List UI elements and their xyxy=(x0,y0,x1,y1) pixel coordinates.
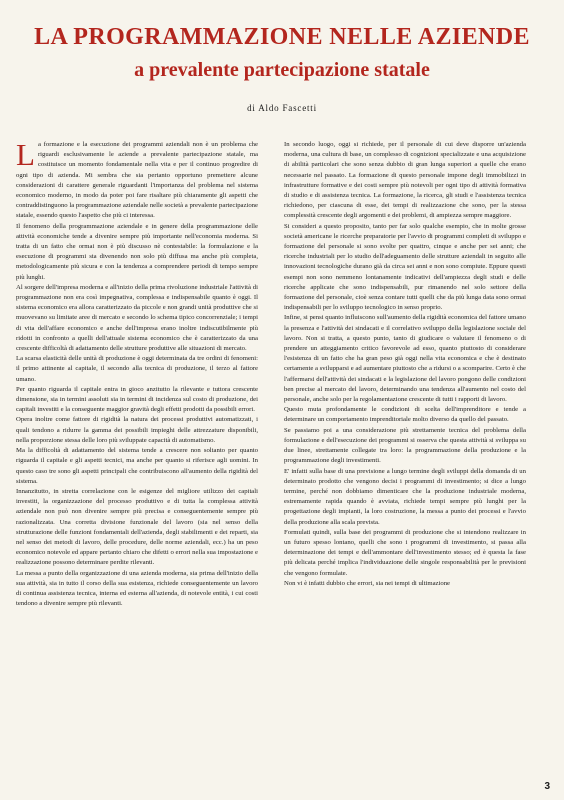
drop-cap: L xyxy=(16,140,35,172)
paragraph: Il fenomeno della programmazione aziendale e in genere della programmazione delle attività economiche tende a divenire sempre più importante nell'economia moderna. Si tratta di un fatto che ormai non è più discusso nè contestabile: la formulazione e la esecuzione di programmi sta divenendo non solo più diffusa ma anche più completa, metodologicamente più sicura e con la tendenza a comprendere periodi di tempo sempre più lunghi. xyxy=(16,222,258,281)
paragraph: Per quanto riguarda il capitale entra in gioco anzitutto la rilevante e tuttora crescente dimensione, sia in termini assoluti sia in termini di incidenza sul costo di produzione, dei capitali investiti e la conseguente maggior gravità degli effetti prodotti da possibili errori. xyxy=(16,385,258,414)
right-text-column xyxy=(284,140,526,776)
article-title: LA PROGRAMMAZIONE NELLE AZIENDE xyxy=(34,24,530,50)
paragraph: La scarsa elasticità delle unità di produzione è oggi determinata da tre ordini di fenomeni: il primo attinente al capitale, il secondo alla tecnica di produzione, il terzo al fattore umano. xyxy=(16,355,258,383)
page-number: 3 xyxy=(544,781,550,792)
paragraph: Se passiamo poi a una considerazione più strettamente tecnica del problema della formulazione e dell'esecuzione dei programmi si osserva che questa attività si sviluppa su due linee, strettamente collegate tra loro: la programmazione della produzione e la programmazione degli investimenti. xyxy=(284,426,526,465)
left-text-column xyxy=(16,140,258,776)
article-subtitle: a prevalente partecipazione statale xyxy=(134,59,430,81)
paragraph: E' infatti sulla base di una previsione a lungo termine degli sviluppi della domanda di un determinato prodotto che vengono decisi i programmi di investimento; si dice a lungo termine, perché non dobbiamo dimenticare che la produzione industriale moderna, estremamente rapida quando è avviata, richiede tempi sempre più lunghi per la progettazione degli impianti, la loro costruzione, la messa a punto dei processi e l'avvio della produzione alla scala prevista. xyxy=(284,467,526,526)
paragraph: La messa a punto della organizzazione di una azienda moderna, sia prima dell'inizio della sua attività, sia in tutto il corso della sua esistenza, richiede conseguentemente un lavoro di continua assistenza tecnica, interna ed esterna all'azienda, di notevole entità, i cui costi tendono a divenire sempre più rilevanti. xyxy=(16,569,258,608)
paragraph: Si consideri a questo proposito, tanto per far solo qualche esempio, che in molte grosse società americane le ricerche preparatorie per l'avvio di programmi completi di sviluppo e formazione del personale si sono svolte per quattro, cinque e anche per sei anni; che ricerche industriali per lo studio dell'adeguamento delle strutture aziendali in seguito alle innovazioni tecnologiche durano già da circa sei anni e non sono compiute. Eppure questi esempi non sono nemmeno lontanamente indicativi dell'ampiezza degli studi e delle ricerche applicate che sono indispensabili, pur rimanendo nel solo settore della formazione del personale, cioè senza contare tutti quelli che da più lunga data sono ormai indispensabili per lo sviluppo tecnologico in senso proprio. xyxy=(284,222,526,312)
paragraph: In secondo luogo, oggi si richiede, per il personale di cui deve disporre un'azienda moderna, una cultura di base, un complesso di cognizioni specializzate e una acquisizione di abilità particolari che sono senza dubbio di gran lunga superiori a quelle che erano necessarie nel passato. La formazione di questo personale impone degli immobilizzi in infrastrutture formative e dei costi sempre più notevoli per ogni tipo di attività formativa di studio e di assistenza tecnica. La formazione, la ricerca, gli studi e l'assistenza tecnica richiedono, per ciascuna di esse, dei tempi di realizzazione che sono, per la stessa complessità crescente degli argomenti e dei problemi, di ampiezza sempre maggiore. xyxy=(284,141,526,220)
paragraph: a formazione e la esecuzione dei programmi aziendali non è un problema che riguardi esclusivamente le aziende a prevalente partecipazione statale, ma costituisce un momento fondamentale nella vita e per il continuo progredire di ogni tipo di azienda. Mi sembra che sia pertanto opportuno premettere alcune considerazioni di carattere generale riguardanti l'importanza del problema nel sistema economico moderno, in modo da poter poi fare risaltare più chiaramente gli aspetti che contraddistinguono la programmazione aziendale nelle società a prevalente partecipazione statale, essendo questo l'aspetto che più ci interessa. xyxy=(16,141,258,220)
paragraph: Innanzitutto, in stretta correlazione con le esigenze del migliore utilizzo dei capitali investiti, la organizzazione del processo produttivo e di tutta la complessa attività aziendale non può non divenire sempre più precisa e conseguentemente sempre più razionalizzata. Una corretta divisione funzionale del lavoro (sia nel senso della strutturazione delle funzioni fondamentali dell'azienda, degli stabilimenti e dei reparti, sia nel senso dei metodi di lavoro, delle procedure, delle norme aziendali, ecc.) ha un peso economico notevole ed appare pertanto chiaro che difetti o errori nella sua impostazione e realizzazione possono determinare perdite rilevanti. xyxy=(16,487,258,567)
paragraph: Non vi è infatti dubbio che errori, sia nei tempi di ultimazione xyxy=(284,579,451,587)
article-author: di Aldo Fascetti xyxy=(247,103,317,113)
paragraph: Questo muta profondamente le condizioni di scelta dell'imprenditore e tende a determinare un comportamento imprenditoriale molto diverso da quello del passato. xyxy=(284,406,526,424)
paragraph: Infine, si pensi quanto influiscono sull'aumento della rigidità economica del fattore umano la presenza e l'attività dei sindacati e il correlativo sviluppo della legislazione sociale del lavoro. Non si tratta, a questo punto, tanto di giudicare o valutare il fenomeno o di prendere un atteggiamento critico favorevole ad esso, quanto piuttosto di considerare l'esistenza di un fatto che ha gran peso già oggi nella vita economica e che è destinato certamente a svilupparsi e ad aumentare piuttosto che a ridursi o a scomparire. Certo è che l'affermarsi dell'attività dei sindacati e la legislazione del lavoro pongono delle condizioni ben precise al mercato del lavoro, determinando una tendenza all'aumento nel costo del personale, anche solo per la regolamentazione crescente di tutti i rapporti di lavoro. xyxy=(284,314,526,404)
paragraph: Ma la difficoltà di adattamento del sistema tende a crescere non soltanto per quanto riguarda il capitale e gli aspetti tecnici, ma anche per quanto si riferisce agli uomini. In questo caso tre sono gli aspetti principali che contribuiscono all'aumento della rigidità del sistema. xyxy=(16,447,258,485)
paragraph: Opera inoltre come fattore di rigidità la natura dei processi produttivi automatizzati, i quali tendono a ridurre la gamma dei possibili impieghi delle attrezzature disponibili, nella proporzione stessa delle loro più sviluppate capacità di automatismo. xyxy=(16,416,258,444)
paragraph: Al sorgere dell'impresa moderna e all'inizio della prima rivoluzione industriale l'attività di programmazione non era così impegnativa, complessa e indispensabile quanto è oggi. Il sistema economico era allora caratterizzato da piccole e non grandi unità produttive che si muovevano su limitate aree di mercato e secondo lo schema tipico concorrenziale; i tempi di vita dell'affare economico e anche dell'impresa erano inoltre indiscutibilmente più ridotti in confronto a quelli dell'attuale sistema economico che è caratterizzato da una crescente difficoltà di adattamento delle strutture produttive alle situazioni di mercato. xyxy=(16,283,258,353)
paragraph: Formulati quindi, sulla base dei programmi di produzione che si intendono realizzare in un futuro spesso lontano, quelli che sono i programmi di investimento, si passa alla determinazione dei tempi e dell'ammontare dell'investimento stesso; ed è questa la fase più delicata perché implica l'individuazione delle singole responsabilità per le previsioni che vengono formulate. xyxy=(284,528,526,577)
